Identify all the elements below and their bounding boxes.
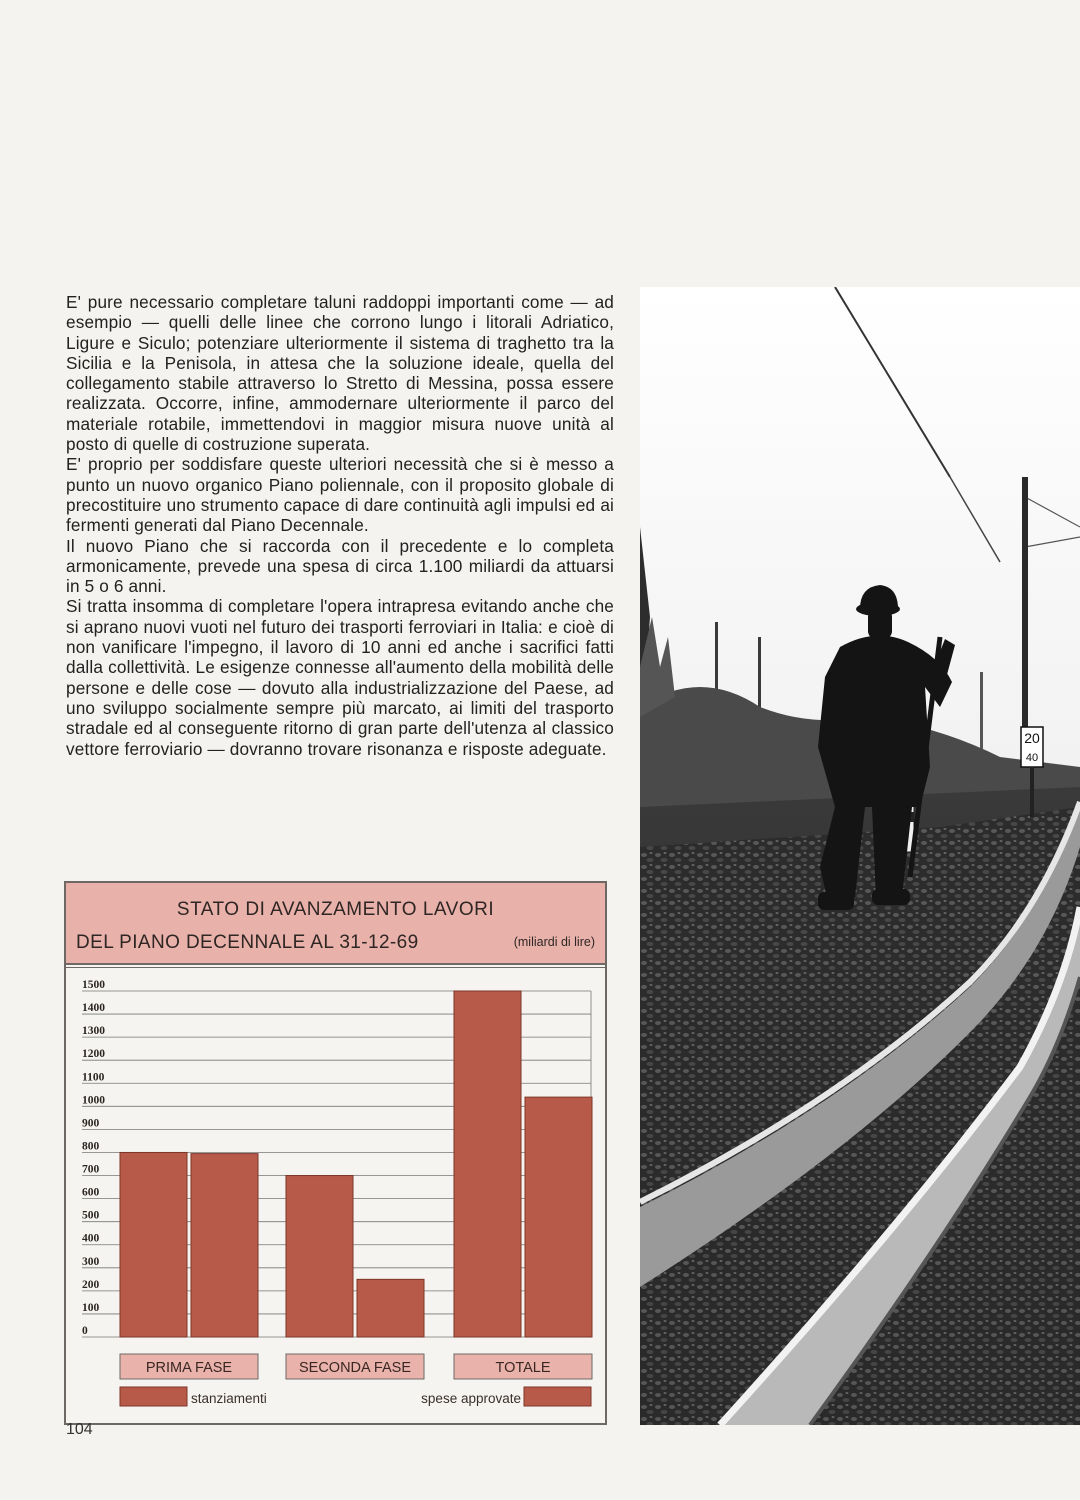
y-tick-label: 400 [82, 1232, 100, 1245]
bar-spese-approvate [525, 1097, 592, 1337]
bar-stanziamenti [454, 991, 521, 1337]
page-number: 104 [66, 1421, 93, 1438]
legend-label-spese-approvate: spese approvate [421, 1391, 521, 1406]
y-tick-label: 0 [82, 1325, 88, 1337]
railway-photo-illustration [640, 287, 1080, 1425]
category-label: SECONDA FASE [298, 1360, 412, 1376]
y-tick-label: 300 [82, 1255, 100, 1268]
distance-sign-top: 20 [1024, 730, 1040, 746]
chart-title-line2: DEL PIANO DECENNALE AL 31-12-69 [76, 932, 419, 953]
article-paragraph: E' proprio per soddisfare queste ulteriori necessità che si è messo a punto un nuovo organico Piano poliennale, con il proposito globale di precostituire uno strumento capace di dare continuità agli impulsi ed ai fermenti generati dal Piano Decennale. [66, 454, 614, 536]
bar-stanziamenti [286, 1176, 353, 1337]
article-paragraph: Si tratta insomma di completare l'opera intrapresa evitando anche che si aprano nuovi vuoti nel futuro dei trasporti ferroviari in Italia: e cioè di non vanificare l'impegno, il lavoro di 10 anni ed anche i sacrifici fatti dalla collettività. Le esigenze connesse all'aumento della mobilità delle persone e delle cose — dovuto alla industrializzazione del Paese, ad uno sviluppo socialmente sempre più marcato, ai limiti del trasporto stradale ed al conseguente ritorno di gran parte dell'utenza al classico vettore ferroviario — dovranno trovare risonanza e risposte adeguate. [66, 596, 614, 759]
y-tick-label: 1500 [82, 979, 105, 991]
article-text [66, 292, 614, 759]
y-tick-label: 1000 [82, 1094, 105, 1107]
y-tick-label: 600 [82, 1186, 100, 1199]
chart-title-line1: STATO DI AVANZAMENTO LAVORI [176, 899, 495, 920]
bar-spese-approvate [191, 1154, 258, 1337]
y-tick-label: 200 [82, 1278, 100, 1291]
y-tick-label: 700 [82, 1163, 100, 1176]
article-paragraph: Il nuovo Piano che si raccorda con il precedente e lo completa armonicamente, prevede una spesa di circa 1.100 miliardi da attuarsi in 5 o 6 anni. [66, 535, 614, 597]
y-tick-label: 1300 [82, 1025, 105, 1038]
bar-chart [66, 967, 605, 1423]
y-tick-label: 1100 [82, 1071, 105, 1084]
legend-swatch-spese-approvate [524, 1387, 591, 1406]
y-tick-label: 800 [82, 1140, 100, 1153]
y-tick-label: 500 [82, 1209, 100, 1222]
y-tick-label: 1200 [82, 1048, 105, 1061]
distance-sign-bottom: 40 [1025, 752, 1039, 764]
category-label: TOTALE [495, 1360, 551, 1376]
y-tick-label: 1400 [82, 1002, 105, 1015]
chart-header [66, 883, 605, 965]
category-label: PRIMA FASE [145, 1360, 233, 1376]
chart-unit-label: (miliardi di lire) [513, 935, 595, 949]
y-tick-label: 100 [82, 1301, 100, 1314]
railway-worker-photo [640, 287, 1080, 1425]
bar-stanziamenti [120, 1152, 187, 1337]
progress-chart-figure [64, 881, 607, 1425]
article-paragraph: E' pure necessario completare taluni raddoppi importanti come — ad esempio — quelli delle linee che corrono lungo i litorali Adriatico, Ligure e Siculo; potenziare ulteriormente il sistema di traghetto tra la Sicilia e la Penisola, in attesa che la soluzione ideale, quella del collegamento stabile attraverso lo Stretto di Messina, possa essere realizzata. Occorre, infine, ammodernare ulteriormente il parco del materiale rotabile, immettendovi in maggior misura nuove unità al posto di quelle di costruzione superata. [66, 292, 614, 455]
legend-label-stanziamenti: stanziamenti [191, 1391, 267, 1406]
legend-swatch-stanziamenti [120, 1387, 187, 1406]
y-tick-label: 900 [82, 1117, 100, 1130]
bar-spese-approvate [357, 1279, 424, 1337]
